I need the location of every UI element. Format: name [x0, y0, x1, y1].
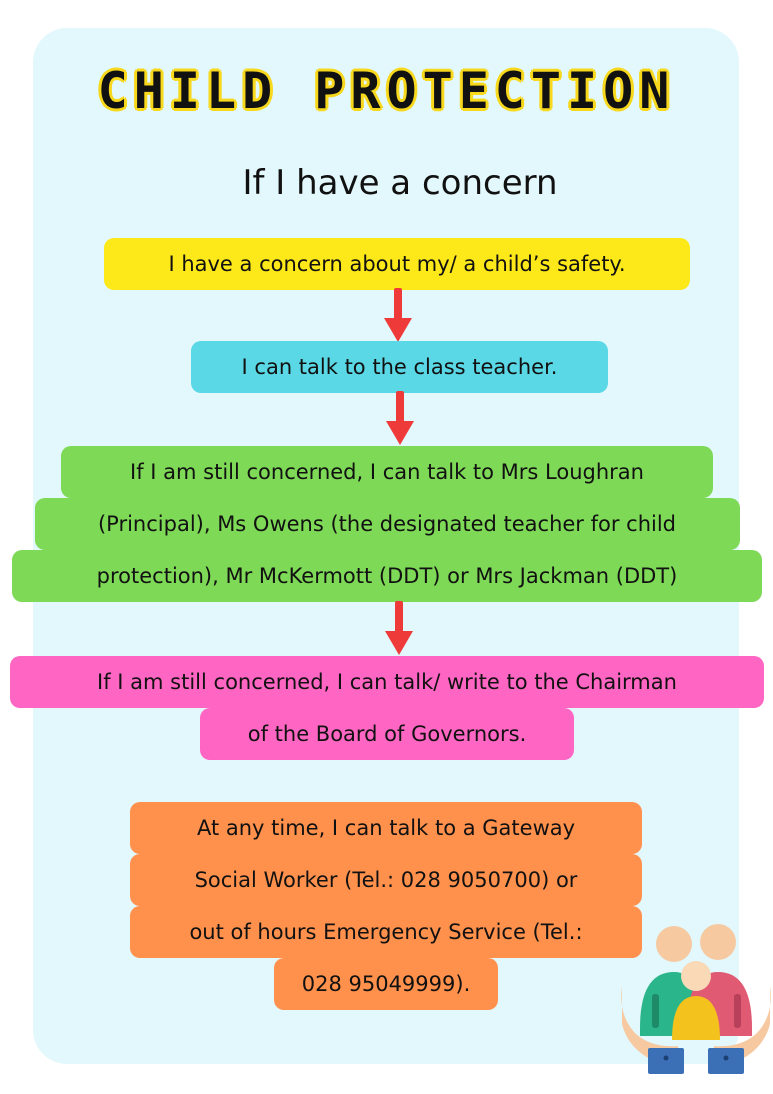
- step-3-line-2: (Principal), Ms Owens (the designated teacher for child: [35, 498, 740, 550]
- family-in-hands-icon: [618, 916, 773, 1076]
- step-box-2: [191, 341, 608, 393]
- step-2-line-1: I can talk to the class teacher.: [191, 341, 608, 393]
- arrow-down-icon: [384, 601, 414, 657]
- step-5-line-3: out of hours Emergency Service (Tel.:: [130, 906, 642, 958]
- step-3-line-1: If I am still concerned, I can talk to Mrs Loughran: [61, 446, 713, 498]
- step-4-line-2: of the Board of Governors.: [200, 708, 574, 760]
- step-5-line-2: Social Worker (Tel.: 028 9050700) or: [130, 854, 642, 906]
- arrow-down-icon: [385, 391, 415, 447]
- step-box-1: [104, 238, 690, 290]
- poster-subtitle: If I have a concern: [242, 163, 558, 203]
- step-box-4: [10, 656, 764, 760]
- step-5-line-1: At any time, I can talk to a Gateway: [130, 802, 642, 854]
- step-3-line-3: protection), Mr McKermott (DDT) or Mrs Jackman (DDT): [12, 550, 762, 602]
- step-5-line-4: 028 95049999).: [274, 958, 498, 1010]
- step-1-line-1: I have a concern about my/ a child’s safety.: [104, 238, 690, 290]
- step-4-line-1: If I am still concerned, I can talk/ write to the Chairman: [10, 656, 764, 708]
- step-box-3: [12, 446, 762, 602]
- poster-title: CHILD PROTECTION: [97, 62, 676, 120]
- step-box-5: [130, 802, 642, 1010]
- arrow-down-icon: [383, 288, 413, 344]
